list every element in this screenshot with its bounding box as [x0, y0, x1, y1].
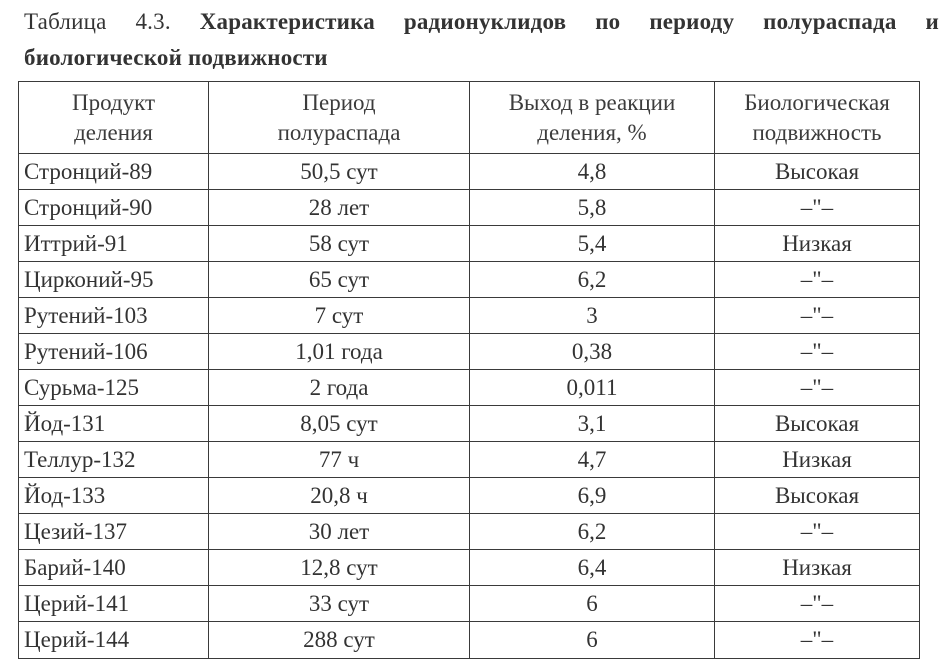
header-row: [19, 82, 920, 154]
radionuclide-table: [18, 81, 920, 659]
caption-title: Характеристика радионуклидов по периоду полураспада и биологической подвижности: [24, 9, 939, 70]
table-row: [19, 622, 920, 659]
cell-yield: 5,8: [470, 190, 715, 226]
cell-half-life: 2 года: [209, 370, 470, 406]
cell-mobility: –"–: [715, 334, 920, 370]
cell-half-life: 288 сут: [209, 622, 470, 659]
cell-yield: 6,9: [470, 478, 715, 514]
cell-mobility: –"–: [715, 370, 920, 406]
table-row: [19, 586, 920, 622]
table-row: [19, 514, 920, 550]
table-caption: [24, 4, 939, 76]
cell-yield: 5,4: [470, 226, 715, 262]
cell-mobility: –"–: [715, 262, 920, 298]
cell-half-life: 33 сут: [209, 586, 470, 622]
header-line: подвижность: [752, 119, 882, 145]
table-row: [19, 190, 920, 226]
cell-half-life: 8,05 сут: [209, 406, 470, 442]
table-row: [19, 334, 920, 370]
cell-yield: 0,011: [470, 370, 715, 406]
cell-half-life: 20,8 ч: [209, 478, 470, 514]
cell-product: Йод-133: [19, 478, 209, 514]
header-line: Выход в реакции: [508, 89, 676, 115]
cell-mobility: Низкая: [715, 226, 920, 262]
table-row: [19, 298, 920, 334]
cell-half-life: 58 сут: [209, 226, 470, 262]
cell-yield: 3: [470, 298, 715, 334]
cell-product: Сурьма-125: [19, 370, 209, 406]
cell-product: Цезий-137: [19, 514, 209, 550]
cell-mobility: Низкая: [715, 550, 920, 586]
cell-mobility: Низкая: [715, 442, 920, 478]
cell-half-life: 65 сут: [209, 262, 470, 298]
cell-product: Йод-131: [19, 406, 209, 442]
cell-yield: 4,8: [470, 154, 715, 190]
cell-yield: 4,7: [470, 442, 715, 478]
cell-yield: 6: [470, 586, 715, 622]
cell-half-life: 12,8 сут: [209, 550, 470, 586]
cell-product: Рутений-106: [19, 334, 209, 370]
header-half-life: [209, 82, 470, 154]
cell-mobility: –"–: [715, 622, 920, 659]
cell-yield: 6,4: [470, 550, 715, 586]
cell-mobility: –"–: [715, 298, 920, 334]
cell-mobility: –"–: [715, 190, 920, 226]
header-line: Биологическая: [744, 89, 890, 115]
cell-product: Стронций-89: [19, 154, 209, 190]
cell-half-life: 77 ч: [209, 442, 470, 478]
cell-product: Теллур-132: [19, 442, 209, 478]
cell-half-life: 30 лет: [209, 514, 470, 550]
header-line: Период: [302, 89, 376, 115]
table-row: [19, 370, 920, 406]
table-row: [19, 154, 920, 190]
cell-mobility: Высокая: [715, 406, 920, 442]
caption-number: Таблица 4.3.: [24, 9, 171, 34]
cell-half-life: 28 лет: [209, 190, 470, 226]
table-row: [19, 262, 920, 298]
cell-product: Цирконий-95: [19, 262, 209, 298]
cell-product: Барий-140: [19, 550, 209, 586]
cell-mobility: Высокая: [715, 154, 920, 190]
table-row: [19, 442, 920, 478]
cell-product: Церий-144: [19, 622, 209, 659]
header-line: Продукт: [71, 89, 156, 115]
cell-yield: 6,2: [470, 262, 715, 298]
table-row: [19, 550, 920, 586]
cell-product: Стронций-90: [19, 190, 209, 226]
header-line: деления, %: [537, 119, 647, 145]
header-fission-product: [19, 82, 209, 154]
cell-mobility: –"–: [715, 514, 920, 550]
cell-yield: 6,2: [470, 514, 715, 550]
table-row: [19, 478, 920, 514]
table-row: [19, 406, 920, 442]
header-line: деления: [74, 119, 153, 145]
header-fission-yield: [470, 82, 715, 154]
cell-half-life: 7 сут: [209, 298, 470, 334]
cell-product: Иттрий-91: [19, 226, 209, 262]
cell-mobility: Высокая: [715, 478, 920, 514]
cell-product: Церий-141: [19, 586, 209, 622]
header-bio-mobility: [715, 82, 920, 154]
table-row: [19, 226, 920, 262]
cell-yield: 6: [470, 622, 715, 659]
cell-mobility: –"–: [715, 586, 920, 622]
cell-half-life: 1,01 года: [209, 334, 470, 370]
cell-half-life: 50,5 сут: [209, 154, 470, 190]
cell-yield: 3,1: [470, 406, 715, 442]
header-line: полураспада: [277, 119, 401, 145]
cell-yield: 0,38: [470, 334, 715, 370]
cell-product: Рутений-103: [19, 298, 209, 334]
